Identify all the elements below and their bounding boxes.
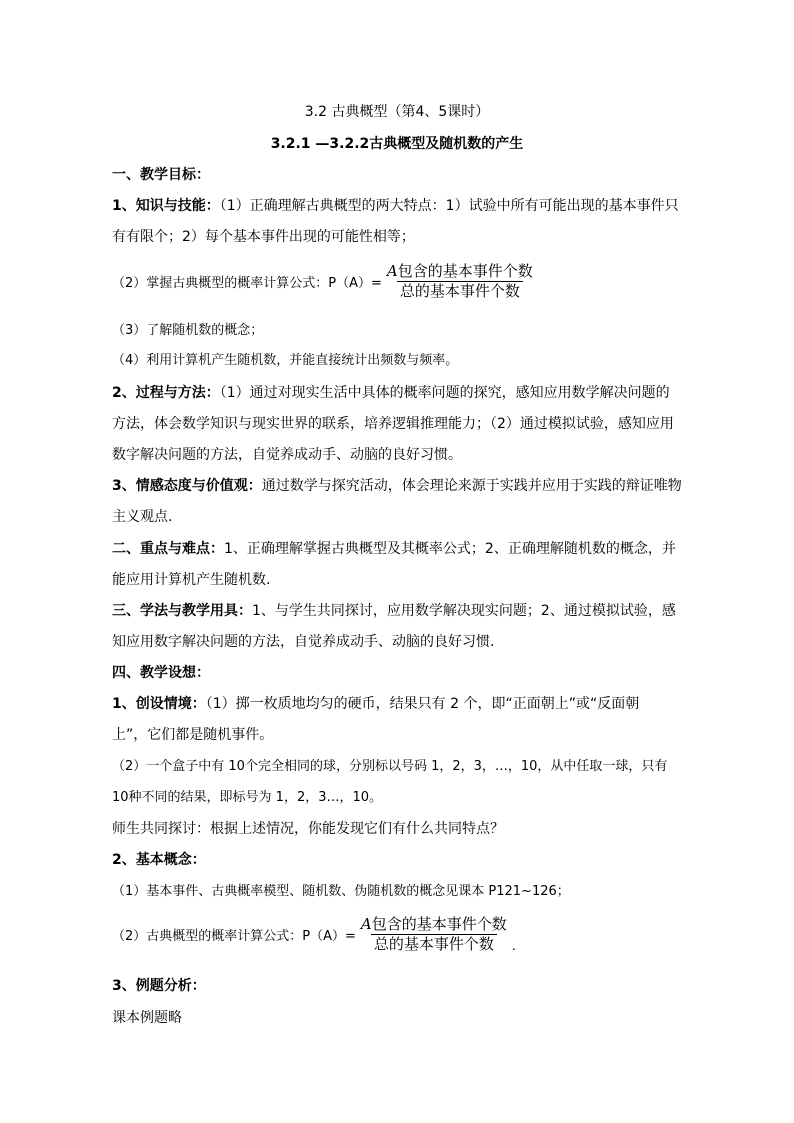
knowledge-label: 1、知识与技能：	[112, 198, 220, 214]
process-text-1: （1）通过对现实生活中具体的概率问题的探究，感知应用数学解决问题的	[219, 385, 670, 401]
knowledge-text-1: （1）正确理解古典概型的两大特点：1）试验中所有可能出现的基本事件只	[219, 198, 679, 214]
knowledge-item-4: （4）利用计算机产生随机数，并能直接统计出频数与频率。	[112, 353, 459, 368]
concepts-heading: 2、基本概念：	[112, 852, 206, 868]
knowledge-paragraph-line1	[112, 196, 679, 216]
scenario-text-4: 10种不同的结果，即标号为 1，2，3…，10。	[112, 790, 383, 805]
formula-1-prefix: （2）掌握古典概型的概率计算公式：P（A）=	[112, 276, 382, 291]
section-design-heading: 四、教学设想：	[112, 665, 210, 681]
methods-text-2: 知应用数字解决问题的方法，自觉养成动手、动脑的良好习惯.	[112, 634, 495, 650]
formula-2-fraction	[358, 915, 510, 954]
keypoints-paragraph-line1	[112, 539, 676, 559]
document-subtitle: 3.2.1 —3.2.2古典概型及随机数的产生	[270, 136, 524, 152]
formula-2-denominator: 总的基本事件个数	[371, 934, 497, 954]
scenario-text-1: （1）掷一枚质地均匀的硬币，结果只有 2 个，即“正面朝上”或“反面朝	[205, 696, 640, 712]
formula-1-fraction	[384, 262, 536, 301]
document-title: 3.2 古典概型（第4、5课时）	[304, 104, 490, 120]
formula-1-variable: A	[386, 262, 398, 280]
formula-1-denominator: 总的基本事件个数	[397, 281, 523, 301]
keypoints-label: 二、重点与难点：	[112, 541, 224, 557]
knowledge-item-3: （3）了解随机数的概念；	[112, 323, 264, 338]
concepts-item-1: （1）基本事件、古典概率模型、随机数、伪随机数的概念见课本 P121~126；	[112, 884, 570, 899]
formula-2-variable: A	[360, 915, 372, 933]
keypoints-text-1: 1、正确理解掌握古典概型及其概率公式；2、正确理解随机数的概念，并	[224, 541, 676, 557]
formula-2-numerator-text: 包含的基本事件个数	[371, 915, 507, 933]
emotion-label: 3、情感态度与价值观：	[112, 478, 262, 494]
scenario-label: 1、创设情境：	[112, 696, 206, 712]
scenario-text-5: 师生共同探讨：根据上述情况，你能发现它们有什么共同特点？	[112, 821, 504, 837]
examples-heading: 3、例题分析：	[112, 978, 206, 994]
section-objectives-heading: 一、教学目标：	[112, 167, 210, 183]
scenario-paragraph-line1	[112, 694, 639, 714]
formula-1-numerator-text: 包含的基本事件个数	[397, 262, 533, 280]
formula-2-prefix: （2）古典概型的概率计算公式：P（A）=	[112, 929, 356, 944]
process-text-2: 方法，体会数学知识与现实世界的联系，培养逻辑推理能力；（2）通过模拟试验，感知应用	[112, 416, 674, 432]
knowledge-text-2: 有有限个；2）每个基本事件出现的可能性相等；	[112, 229, 415, 245]
methods-text-1: 1、与学生共同探讨，应用数学解决现实问题；2、通过模拟试验，感	[252, 603, 676, 619]
emotion-text-2: 主义观点.	[112, 509, 173, 525]
keypoints-text-2: 能应用计算机产生随机数.	[112, 572, 271, 588]
emotion-text-1: 通过数学与探究活动，体会理论来源于实践并应用于实践的辩证唯物	[261, 478, 682, 494]
methods-label: 三、学法与教学用具：	[112, 603, 252, 619]
process-text-3: 数字解决问题的方法，自觉养成动手、动脑的良好习惯。	[112, 447, 462, 463]
formula-2-suffix: .	[511, 939, 516, 954]
process-label: 2、过程与方法：	[112, 385, 220, 401]
formula-2-numerator	[358, 915, 510, 934]
formula-line-1	[112, 262, 536, 301]
scenario-text-3: （2）一个盒子中有 10个完全相同的球，分别标以号码 1，2，3，…，10，从中任取一球，只有	[112, 759, 668, 774]
emotion-paragraph-line1	[112, 476, 682, 496]
examples-text: 课本例题略	[112, 1010, 182, 1026]
process-paragraph-line1	[112, 383, 670, 403]
formula-1-numerator	[384, 262, 536, 281]
methods-paragraph-line1	[112, 601, 676, 621]
scenario-text-2: 上”，它们都是随机事件。	[112, 727, 274, 743]
formula-line-2	[112, 915, 516, 954]
